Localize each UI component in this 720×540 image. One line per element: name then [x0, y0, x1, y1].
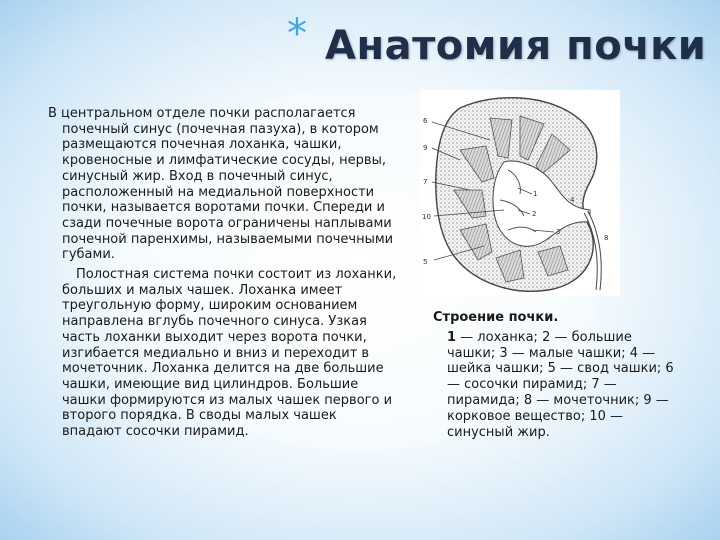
caption-body	[433, 330, 683, 441]
label-7: 7	[423, 178, 428, 186]
figure-caption	[433, 310, 683, 440]
caption-legend-text: — лоханка; 2 — большие чашки; 3 — малые чашки; 4 — шейка чашки; 5 — свод чашки; 6 — сосочки пирамид; 7 — пирамида; 8 — мочеточник; 9 — корковое вещество; 10 — синусный жир.	[447, 329, 674, 440]
slide-title: Анатомия почки	[325, 23, 707, 69]
label-6: 6	[423, 117, 428, 125]
paragraph-cavity-system	[48, 267, 400, 440]
kidney-diagram-svg	[420, 90, 620, 296]
paragraph-cavity-system-text: Полостная система почки состоит из лоханки, больших и малых чашек. Лоханка имеет треугольную форму, широким основанием направлена вглубь почечного синуса. Узкая часть лоханки выходит через ворота почки, изгибается медиально и вниз и переходит в мочеточник. Лоханка делится на две большие чашки, имеющие вид цилиндров. Большие чашки формируются из малых чашек первого и второго порядка. В своды малых чашек впадают сосочки пирамид.	[62, 267, 397, 440]
kidney-diagram-image	[420, 90, 620, 296]
caption-first-number: 1	[447, 329, 457, 345]
label-10: 10	[422, 213, 431, 221]
label-1: 1	[533, 190, 538, 198]
label-4: 4	[570, 196, 575, 204]
caption-title: Строение почки.	[433, 310, 559, 325]
label-5: 5	[423, 258, 428, 266]
label-3: 3	[556, 228, 561, 236]
body-text	[48, 106, 400, 440]
label-8: 8	[604, 234, 609, 242]
label-2: 2	[532, 210, 537, 218]
label-9: 9	[423, 144, 428, 152]
bullet-star-icon: *	[287, 11, 307, 57]
paragraph-sinus: В центральном отделе почки располагается почечный синус (почечная пазуха), в котором размещаются почечная лоханка, чашки, кровеносные и лимфатические сосуды, нервы, синусный жир. Вход в почечный синус, расположенный на медиальной поверхности почки, называется воротами почки. Спереди и сзади почечные ворота ограничены наплывами почечной паренхимы, называемыми почечными губами.	[48, 106, 394, 263]
